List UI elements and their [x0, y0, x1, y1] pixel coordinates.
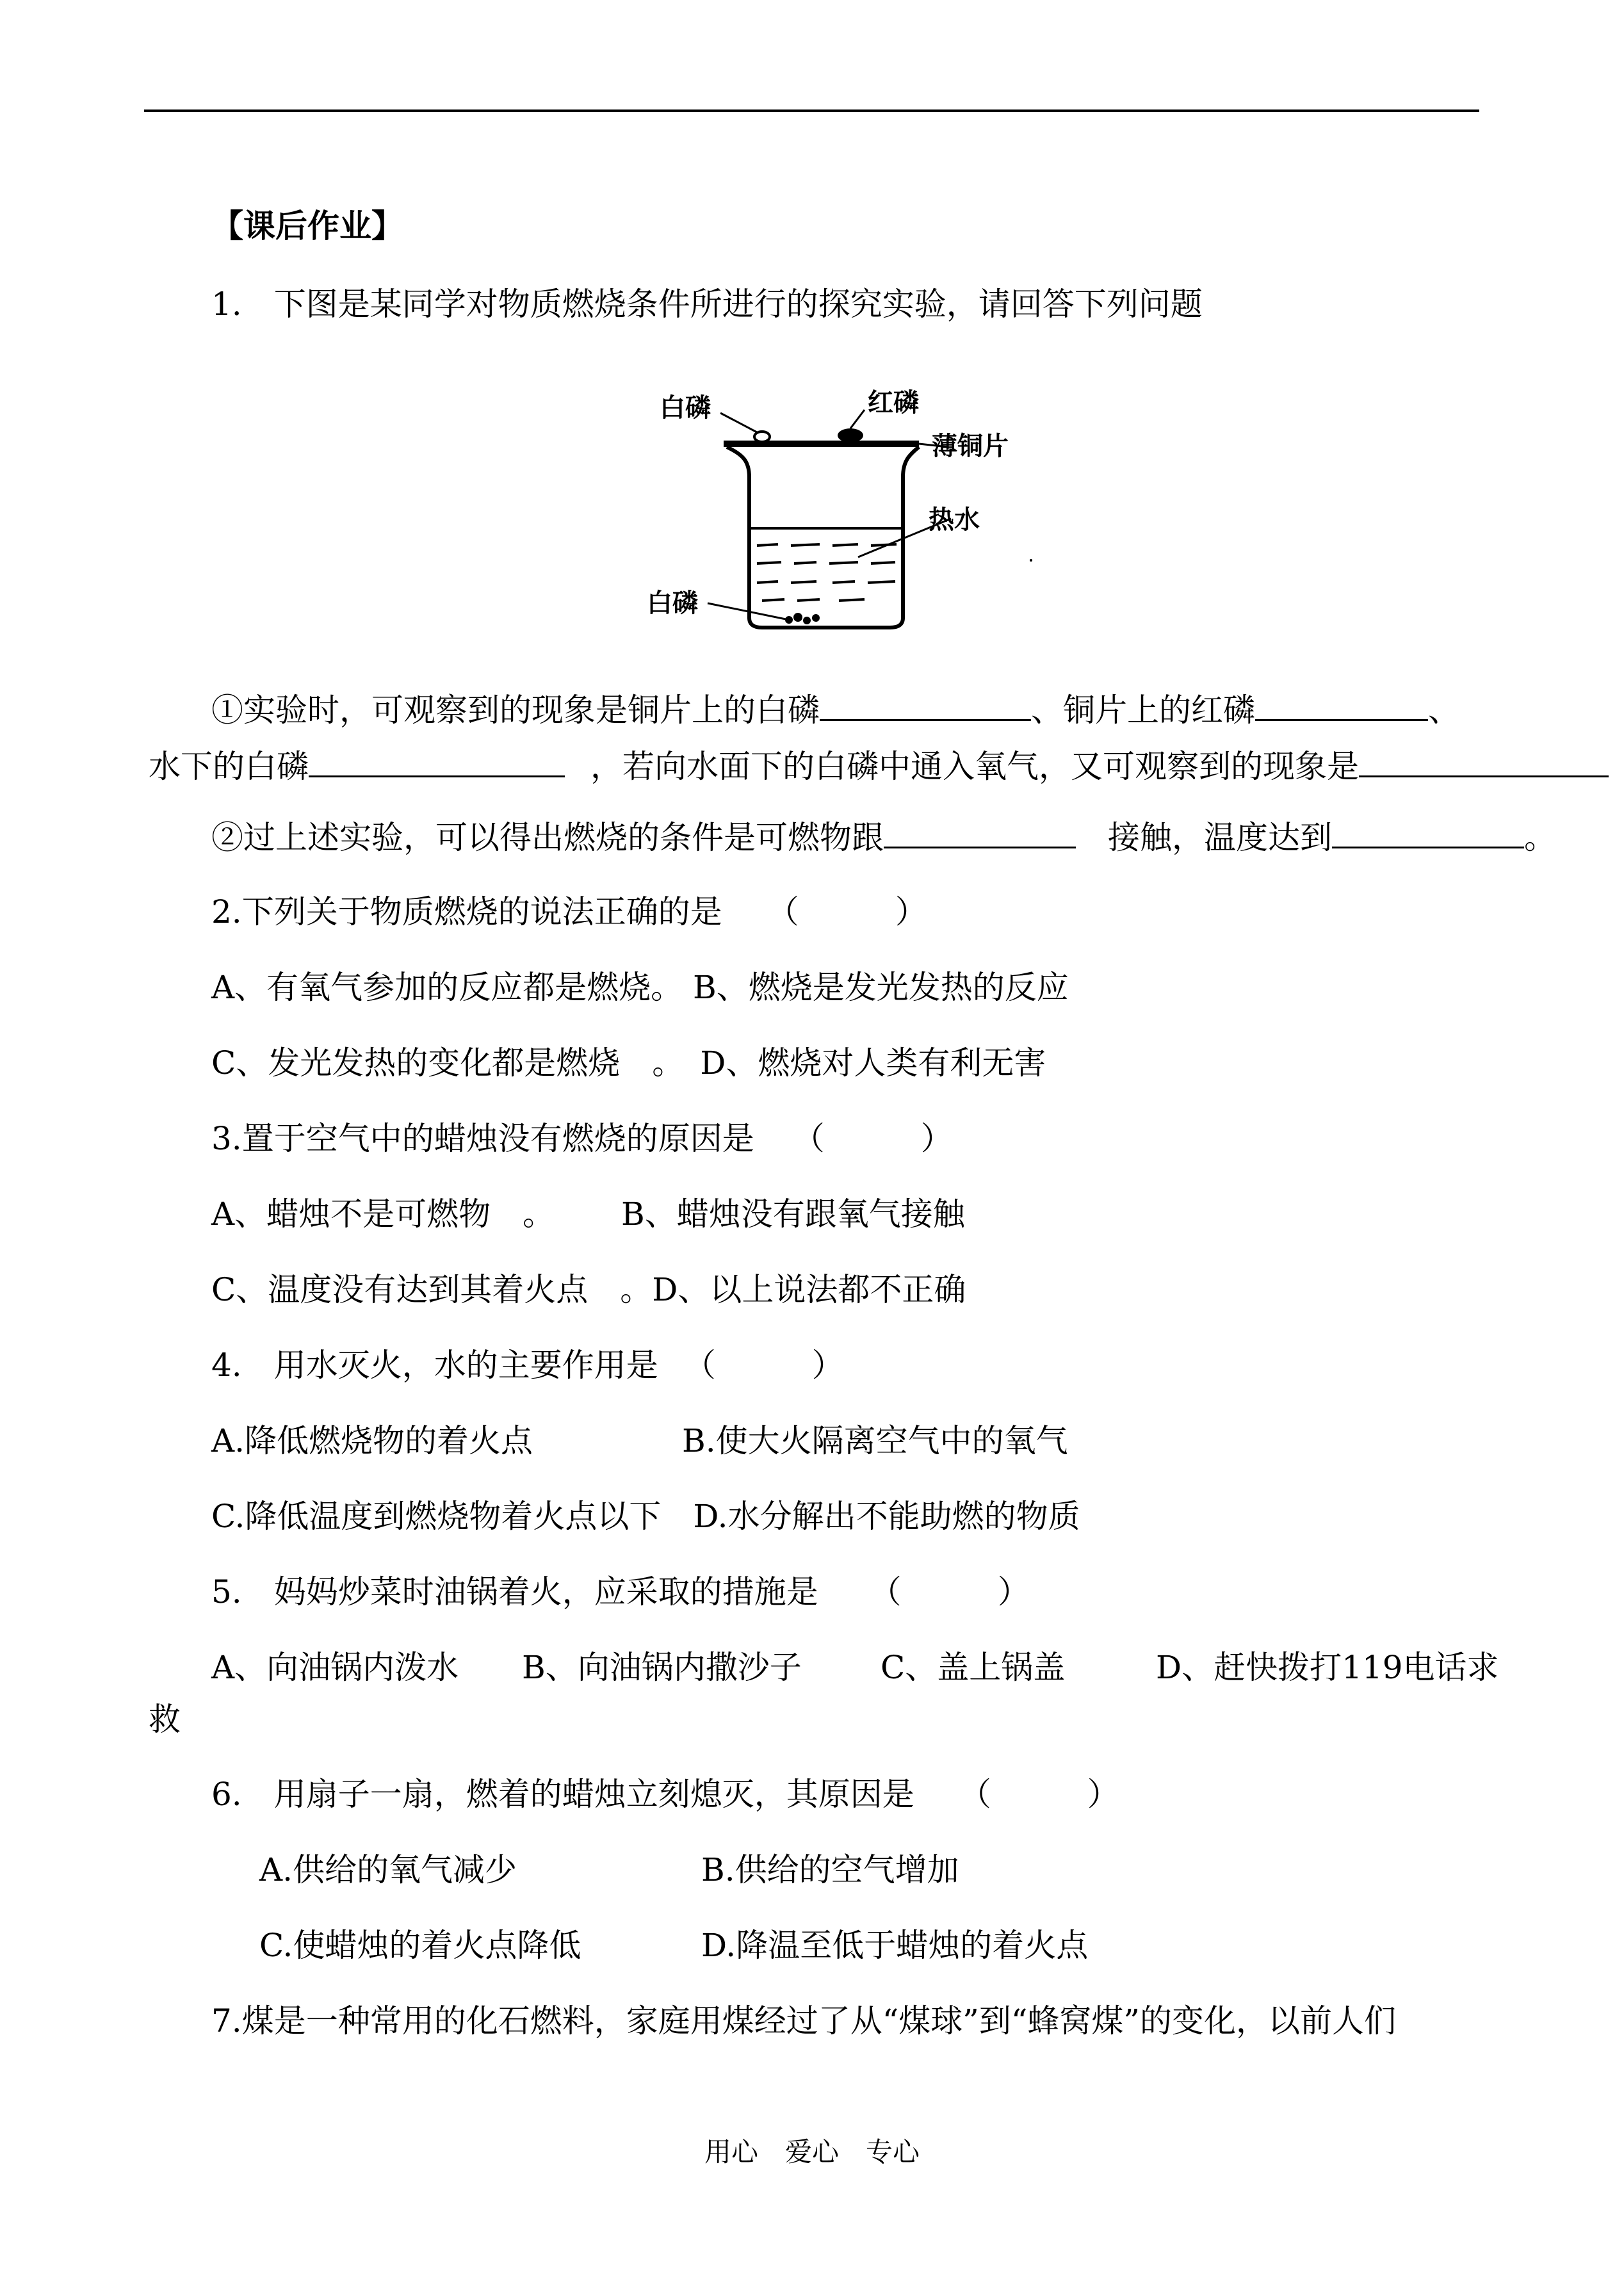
blank-white-p-water[interactable] — [309, 746, 565, 777]
q2-options-ab: A、有氧气参加的反应都是燃烧。 B、燃烧是发光发热的反应 — [211, 969, 1069, 1006]
combustion-experiment-figure — [647, 365, 1044, 647]
q3-option-a: A、蜡烛不是可燃物 。 — [211, 1196, 555, 1233]
q2-stem: 2.下列关于物质燃烧的说法正确的是 （ ） — [211, 893, 927, 930]
q6-option-d: D.降温至低于蜡烛的着火点 — [701, 1927, 1089, 1964]
label-copper-plate: 薄铜片 — [932, 432, 1009, 461]
q6-option-c: C.使蜡烛的着火点降低 — [259, 1927, 581, 1964]
section-title: 【课后作业】 — [211, 207, 403, 245]
q4-option-a: A.降低燃烧物的着火点 — [211, 1422, 533, 1459]
q1-part1-line2: 水下的白磷 ，若向水面下的白磷中通入氧气，又可观察到的现象是 — [149, 746, 1609, 786]
q5-option-b: B、向油锅内撒沙子 — [522, 1649, 802, 1686]
blank-white-p-copper[interactable] — [820, 690, 1031, 721]
header-rule — [144, 109, 1479, 112]
q1-part1-line1: ①实验时，可观察到的现象是铜片上的白磷 、铜片上的红磷 、 — [211, 690, 1460, 729]
blank-contact[interactable] — [884, 817, 1076, 848]
q4-stem: 4. 用水灭火，水的主要作用是 （ ） — [211, 1347, 844, 1384]
label-hot-water: 热水 — [929, 505, 980, 535]
q5-stem: 5. 妈妈炒菜时油锅着火，应采取的措施是 （ ） — [211, 1573, 1030, 1610]
q1-part2: ②过上述实验，可以得出燃烧的条件是可燃物跟 接触，温度达到 。 — [211, 817, 1556, 857]
q5-answer-paren[interactable]: （ ） — [869, 1573, 1030, 1610]
q6-option-b: B.供给的空气增加 — [701, 1851, 959, 1888]
blank-temperature[interactable] — [1332, 817, 1524, 848]
q7-stem: 7.煤是一种常用的化石燃料，家庭用煤经过了从“煤球”到“蜂窝煤”的变化，以前人们 — [211, 2002, 1396, 2040]
q2-answer-paren[interactable]: （ ） — [767, 893, 927, 930]
blank-oxygen-phenomenon[interactable] — [1359, 746, 1609, 777]
label-white-phosphorus-top: 白磷 — [660, 393, 711, 423]
q2-options-cd: C、发光发热的变化都是燃烧 。 D、燃烧对人类有利无害 — [211, 1044, 1046, 1082]
q6-answer-paren[interactable]: （ ） — [959, 1776, 1119, 1813]
q6-option-a: A.供给的氧气减少 — [259, 1851, 517, 1888]
q5-option-d-continued: 救 — [149, 1701, 181, 1738]
q5-option-a: A、向油锅内泼水 — [211, 1649, 459, 1686]
q3-stem: 3.置于空气中的蜡烛没有燃烧的原因是 （ ） — [211, 1120, 953, 1157]
label-red-phosphorus: 红磷 — [868, 388, 919, 418]
page-footer: 用心 爱心 专心 — [704, 2136, 920, 2168]
q6-stem: 6. 用扇子一扇，燃着的蜡烛立刻熄灭，其原因是 （ ） — [211, 1776, 1119, 1813]
q3-option-b: B、蜡烛没有跟氧气接触 — [621, 1196, 965, 1233]
label-white-phosphorus-bottom: 白磷 — [647, 588, 698, 618]
q4-answer-paren[interactable]: （ ） — [683, 1347, 844, 1384]
q4-option-b: B.使大火隔离空气中的氧气 — [682, 1422, 1068, 1459]
q3-options-cd: C、温度没有达到其着火点 。D、以上说法都不正确 — [211, 1271, 966, 1308]
q1-stem: 1. 下图是某同学对物质燃烧条件所进行的探究实验，请回答下列问题 — [211, 286, 1203, 323]
q5-option-d: D、赶快拨打119电话求 — [1156, 1649, 1499, 1686]
blank-red-p-copper[interactable] — [1255, 690, 1428, 721]
q3-answer-paren[interactable]: （ ） — [792, 1120, 953, 1157]
q4-options-cd: C.降低温度到燃烧物着火点以下 D.水分解出不能助燃的物质 — [211, 1498, 1080, 1535]
q5-option-c: C、盖上锅盖 — [881, 1649, 1066, 1686]
